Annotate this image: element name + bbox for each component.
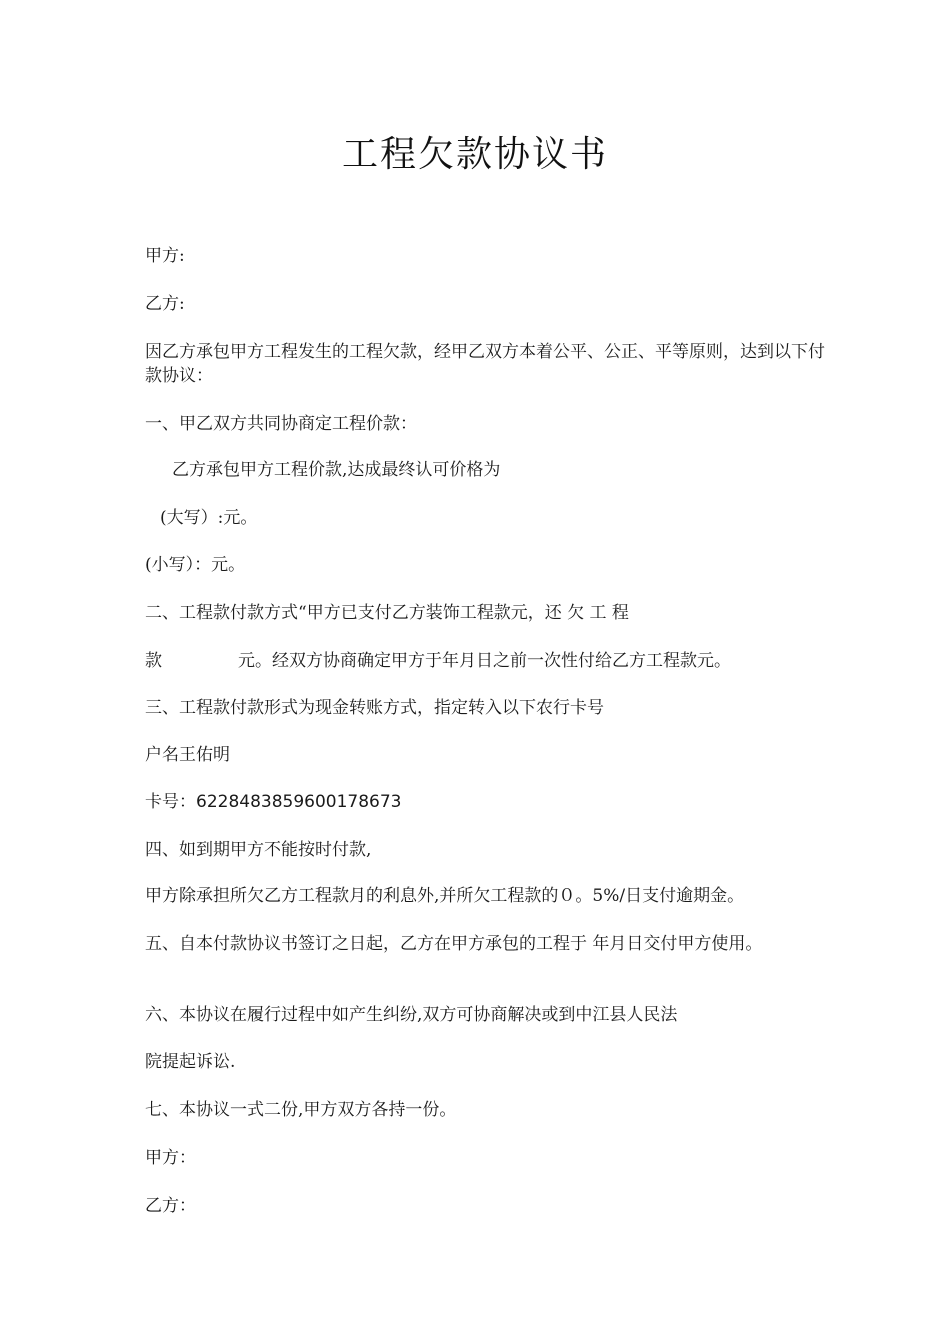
clause-1-xiaoxie: (小写）：元。 — [145, 555, 246, 575]
clause-6-line-2: 院提起诉讼. — [145, 1052, 236, 1072]
intro-paragraph: 因乙方承包甲方工程发生的工程欠款，经甲乙双方本着公平、公正、平等原则，达到以下付款协议： — [145, 342, 825, 386]
card-number: 6228483859600178673 — [196, 792, 402, 812]
party-b-label: 乙方: — [145, 294, 185, 314]
signature-party-a: 甲方： — [145, 1148, 196, 1168]
card-label: 卡号： — [145, 792, 196, 812]
party-a-label: 甲方: — [145, 246, 185, 266]
clause-1-daxie: (大写）:元。 — [160, 508, 258, 528]
signature-party-b: 乙方： — [145, 1196, 196, 1216]
clause-4-line-2: 甲方除承担所欠乙方工程款月的利息外,并所欠工程款的０。5%/日支付逾期金。 — [145, 886, 745, 906]
clause-3: 三、工程款付款形式为现金转账方式，指定转入以下农行卡号 — [145, 698, 604, 718]
clause-2-line-2-rest: 元。经双方协商确定甲方于年月日之前一次性付给乙方工程款元。 — [238, 651, 731, 671]
clause-1-body: 乙方承包甲方工程价款,达成最终认可价格为 — [172, 460, 501, 480]
clause-1-title: 一、甲乙双方共同协商定工程价款： — [145, 414, 417, 434]
account-name: 户名王佑明 — [145, 745, 230, 765]
clause-2-line-2-start: 款 — [145, 651, 162, 671]
card-number-line — [145, 790, 402, 814]
document-title: 工程欠款协议书 — [341, 134, 608, 175]
clause-2-line-2 — [145, 649, 731, 673]
clause-5: 五、自本付款协议书签订之日起，乙方在甲方承包的工程于 年月日交付甲方使用。 — [145, 934, 763, 954]
clause-6-line-1: 六、本协议在履行过程中如产生纠纷,双方可协商解决或到中江县人民法 — [145, 1005, 678, 1025]
clause-7: 七、本协议一式二份,甲方双方各持一份。 — [145, 1100, 457, 1120]
clause-4-line-1: 四、如到期甲方不能按时付款, — [145, 840, 372, 860]
clause-2-line-1: 二、工程款付款方式“甲方已支付乙方装饰工程款元，还 欠 工 程 — [145, 603, 629, 623]
